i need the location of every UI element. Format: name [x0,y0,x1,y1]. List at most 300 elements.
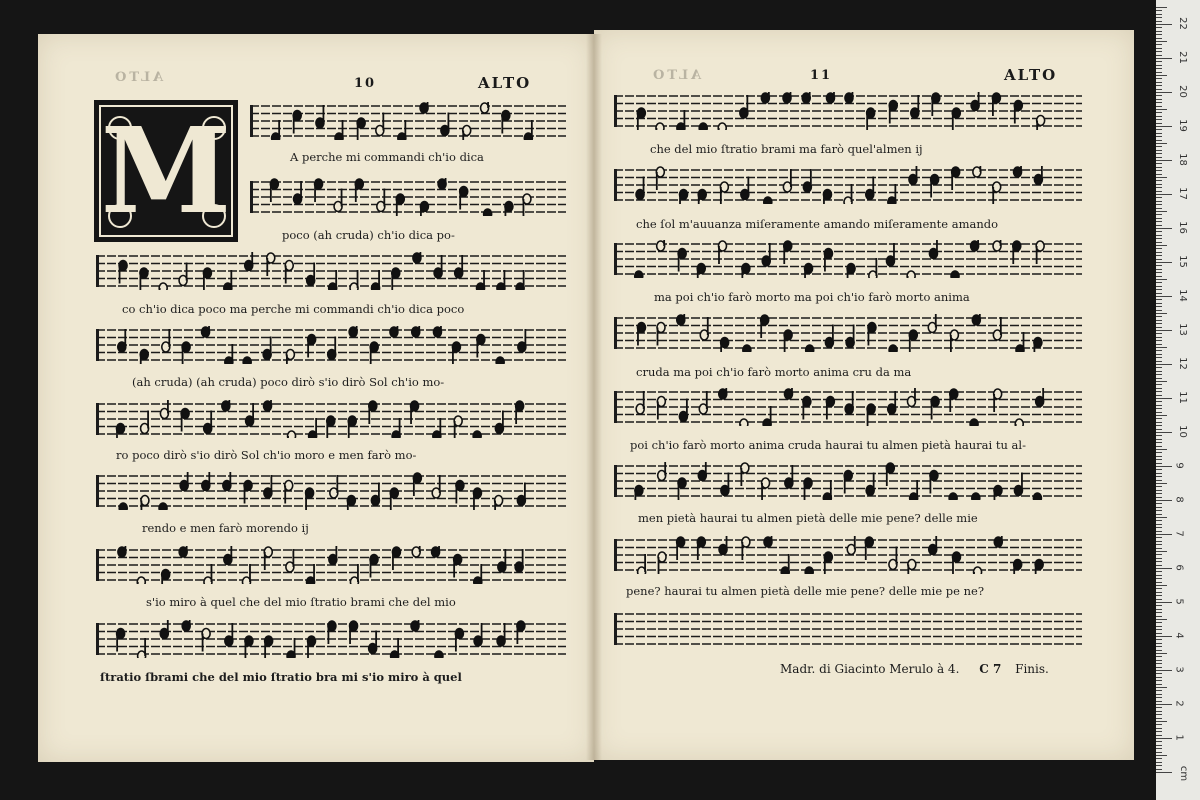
ruler-tick [1156,473,1162,474]
note [515,549,523,572]
ruler-tick [1156,146,1162,147]
ruler-tick [1156,520,1162,521]
note [162,329,170,352]
note [845,92,853,103]
ruler-tick [1156,313,1167,314]
note [844,471,852,494]
lyric-line: men pietà haurai tu almen pietà delle mie pene? delle mie [638,511,978,525]
note [973,166,981,177]
lyric-line: poi ch'io farò morto anima cruda haurai tu almen pietà haurai tu al- [630,438,1026,452]
note [845,391,853,414]
note [463,126,471,141]
note [372,270,380,290]
ruler-tick [1156,126,1172,127]
music-staff [614,388,1082,426]
ruler-tick [1156,7,1167,8]
ruler-tick [1156,381,1167,382]
ruler-tick [1156,327,1162,328]
note [826,397,834,420]
ruler-tick [1156,153,1162,154]
lyric-line: ma poi ch'io farò morto ma poi ch'io farò morto anima [654,290,970,304]
ruler-tick [1156,167,1162,168]
note [411,401,419,424]
lyric-line: che ſol m'auuanza miſeramente amando miſeramente amando [636,217,999,231]
note [350,621,358,644]
note [116,424,124,439]
note [454,555,462,578]
note [516,401,524,424]
note [160,400,168,419]
note [413,473,421,496]
note [285,261,293,284]
note [889,547,897,570]
ruler-tick [1156,310,1162,311]
note [740,419,748,426]
note [202,629,210,652]
ruler-tick [1156,585,1167,586]
note [1033,493,1041,500]
note [182,620,190,631]
note [847,536,855,555]
note [391,638,399,658]
ruler-tick [1156,143,1167,144]
ruler-tick [1156,303,1162,304]
note [245,252,253,271]
ruler-tick [1156,588,1162,589]
ruler-tick [1156,660,1162,661]
note [636,177,644,200]
ruler-tick [1156,741,1162,742]
note [952,167,960,190]
note [474,623,482,646]
music-staff [96,252,566,290]
note [438,178,446,189]
note [347,496,355,511]
ruler-tick [1156,401,1162,402]
note [376,113,384,136]
music-staff [96,620,566,658]
ruler-tick [1156,503,1162,504]
ruler-tick [1156,293,1162,294]
ruler-tick [1156,765,1162,766]
note [783,169,791,192]
music-staff [96,472,566,510]
ruler-tick [1156,208,1162,209]
ruler-tick [1156,282,1162,283]
music-staff [614,314,1082,352]
note [699,391,707,414]
note [635,271,643,278]
ruler-tick [1156,446,1162,447]
ruler-tick [1156,269,1162,270]
ruler-tick [1156,116,1162,117]
ruler-tick [1156,228,1172,229]
note [180,472,188,491]
ruler-tick [1156,197,1162,198]
note [846,325,854,348]
note [763,406,771,426]
note [202,472,210,491]
note [118,546,126,557]
note [117,629,125,652]
ruler-tick [1156,58,1172,59]
note [350,270,358,290]
note [181,409,189,432]
finis-text: Finis. [1015,662,1049,676]
note [761,92,769,103]
note [160,620,168,639]
ruler-tick [1156,51,1162,52]
ruler-tick [1156,65,1162,66]
ruler-tick [1156,531,1162,532]
note [781,554,789,574]
note [308,335,316,358]
ruler-tick [1156,551,1167,552]
lyric-line: A perche mi commandi ch'io dica [290,150,484,164]
note [272,120,280,140]
note [657,240,665,251]
note [204,564,212,584]
ruler-tick [1156,439,1162,440]
note [932,93,940,116]
note [762,243,770,266]
note [1014,473,1022,496]
lyric-line: (ah cruda) (ah cruda) poco dirò s'io dirò Sol ch'io mo- [132,375,445,389]
note [784,241,792,264]
ruler-tick [1156,636,1172,637]
ruler-tick [1156,333,1162,334]
note [950,389,958,412]
ruler-number: 7 [1173,530,1185,537]
lyric-line: co ch'io dica poco ma perche mi commandi ch'io dica poco [122,302,465,316]
ruler-tick [1156,690,1162,691]
ruler-tick [1156,752,1162,753]
note [456,481,464,504]
ruler-tick [1156,435,1162,436]
note [741,177,749,200]
note [392,418,400,438]
ruler-tick [1156,650,1162,651]
ruler-tick [1156,140,1162,141]
note [824,249,832,272]
ruler-tick [1156,89,1162,90]
note [202,326,210,337]
note [866,177,874,200]
ruler-tick [1156,772,1172,773]
ruler-tick [1156,707,1162,708]
ruler-tick [1156,490,1162,491]
note [721,338,729,353]
ruler-tick [1156,663,1162,664]
ruler-tick [1156,459,1162,460]
ruler-number: 14 [1176,289,1188,302]
note [993,240,1001,251]
note [369,631,377,654]
note [330,475,338,498]
note [742,264,750,279]
ruler-tick [1156,323,1162,324]
ruler-tick [1156,367,1162,368]
note [481,102,489,113]
note [263,337,271,360]
note [869,258,877,278]
ruler-number: 22 [1176,17,1188,30]
note [806,345,814,352]
note [909,166,917,185]
note [718,241,726,264]
note [805,567,813,574]
ruler-tick [1156,95,1162,96]
ruler-tick [1156,769,1162,770]
lyric-line: rendo e men farò morendo ij [142,521,309,535]
note [761,315,769,338]
note [224,270,232,290]
note [931,175,939,198]
ruler-tick [1156,157,1162,158]
note [412,326,420,337]
note [743,345,751,352]
note [994,486,1002,501]
note [477,270,485,290]
ruler-tick [1156,265,1162,266]
ruler-tick [1156,276,1162,277]
note [119,261,127,284]
note [264,475,272,498]
ruler-tick [1156,112,1162,113]
note [477,335,485,358]
book-gutter [586,34,602,760]
note [516,270,524,290]
note [432,546,440,557]
note [657,397,665,420]
ruler-tick [1156,619,1167,620]
ruler-tick [1156,704,1172,705]
note [1034,166,1042,185]
ruler-number: 2 [1173,700,1185,707]
ruler-tick [1156,412,1162,413]
ruler-tick [1156,643,1162,644]
ruler-tick [1156,762,1162,763]
ruler-tick [1156,38,1162,39]
note [844,184,852,204]
note [907,271,915,278]
ruler-unit-label: cm [1178,765,1190,782]
ruler-tick [1156,548,1162,549]
note [435,651,443,658]
note [517,621,525,644]
ruler-tick [1156,493,1162,494]
ruler-tick [1156,408,1162,409]
ruler-tick [1156,701,1162,702]
note [1036,388,1044,407]
ruler-tick [1156,537,1162,538]
ruler-tick [1156,554,1162,555]
ruler-tick [1156,626,1162,627]
ruler-tick [1156,34,1162,35]
note [823,480,831,500]
note [972,314,980,325]
ruler-tick [1156,456,1162,457]
note [656,167,664,190]
note [638,554,646,574]
ruler-tick [1156,211,1167,212]
note [204,411,212,434]
music-staff [250,178,566,216]
note [972,493,980,500]
ruler-tick [1156,160,1172,161]
ruler-tick [1156,565,1162,566]
note [267,253,275,276]
ruler-tick [1156,129,1162,130]
ruler-tick [1156,755,1167,756]
note [329,270,337,290]
ruler-tick [1156,578,1162,579]
note [264,400,272,411]
ruler-tick [1156,235,1162,236]
note [951,271,959,278]
note [328,621,336,644]
note [498,549,506,572]
note [929,536,937,555]
ruler-tick [1156,163,1162,164]
ruler-tick [1156,272,1162,273]
lyric-line: pene? haurai tu almen pietà delle mie pene? delle mie pe ne? [626,584,984,598]
note [656,123,664,130]
note [159,283,167,290]
ruler-tick [1156,102,1162,103]
note [911,95,919,118]
note [413,252,421,263]
note [970,419,978,426]
note [307,263,315,286]
ruler-tick [1156,14,1162,15]
ruler-tick [1156,320,1162,321]
note [719,536,727,555]
ruler-tick [1156,92,1172,93]
ruler-tick [1156,180,1162,181]
note [889,101,897,124]
note [888,184,896,204]
note [138,638,146,658]
note [889,345,897,352]
ruler-tick [1156,296,1172,297]
note [698,190,706,205]
ruler-tick [1156,714,1162,715]
ruler-tick [1156,357,1162,358]
note [246,403,254,426]
ruler-number: 19 [1176,119,1188,132]
ruler-tick [1156,616,1162,617]
note [742,537,750,560]
ruler-tick [1156,639,1162,640]
note [293,111,301,134]
ruler-tick [1156,656,1162,657]
ruler-tick [1156,721,1167,722]
note [929,240,937,259]
right-page-number: 11 [810,68,833,83]
note [994,389,1002,412]
ruler-tick [1156,514,1162,515]
ruler-tick [1156,429,1162,430]
ruler-number: 17 [1176,187,1188,200]
note [888,391,896,414]
ruler-tick [1156,592,1162,593]
note [1015,419,1023,426]
note [518,329,526,352]
note [740,95,748,118]
ruler-tick [1156,72,1162,73]
note [434,255,442,278]
ruler-tick [1156,476,1162,477]
ruler-tick [1156,231,1162,232]
note [355,179,363,202]
ruler-tick [1156,109,1167,110]
ruler-tick [1156,466,1172,467]
note [886,243,894,266]
note [162,570,170,585]
ruler-tick [1156,218,1162,219]
decorated-initial [94,100,238,242]
ruler-tick [1156,361,1162,362]
lyric-line: ſtratio ſbrami che del mio ſtratio bra mi s'io miro à quel [100,670,462,684]
ruler-tick [1156,44,1162,45]
note [412,546,420,557]
note [223,472,231,491]
ruler-tick [1156,582,1162,583]
note [910,480,918,500]
ruler-tick [1156,483,1167,484]
ruler-tick [1156,48,1162,49]
note [1014,166,1022,177]
note [505,202,513,217]
ruler-tick [1156,337,1162,338]
ruler-tick [1156,486,1162,487]
note [847,264,855,279]
note [286,549,294,572]
ruler-tick [1156,605,1162,606]
ruler-tick [1156,500,1172,501]
note [398,120,406,140]
ruler-tick [1156,622,1162,623]
ruler-tick [1156,150,1162,151]
note [784,388,792,399]
ruler-tick [1156,78,1162,79]
note [294,181,302,204]
ruler-tick [1156,106,1162,107]
ruler-tick [1156,748,1162,749]
note [460,187,468,210]
ruler-tick [1156,646,1162,647]
note [495,411,503,434]
note [315,179,323,202]
ruler-tick [1156,568,1172,569]
lyric-line: poco (ah cruda) ch'io dica po- [282,228,455,242]
note [826,92,834,103]
ruler-tick [1156,728,1162,729]
ruler-number: 16 [1176,221,1188,234]
music-staff [96,326,566,364]
ruler-number: 11 [1176,391,1188,404]
music-staff [614,92,1082,130]
ruler-tick [1156,602,1172,603]
ruler-number: 21 [1176,51,1188,64]
ruler-tick [1156,68,1162,69]
note [225,344,233,364]
note [349,326,357,337]
ruler-tick [1156,136,1162,137]
note [825,325,833,348]
note [1013,241,1021,264]
